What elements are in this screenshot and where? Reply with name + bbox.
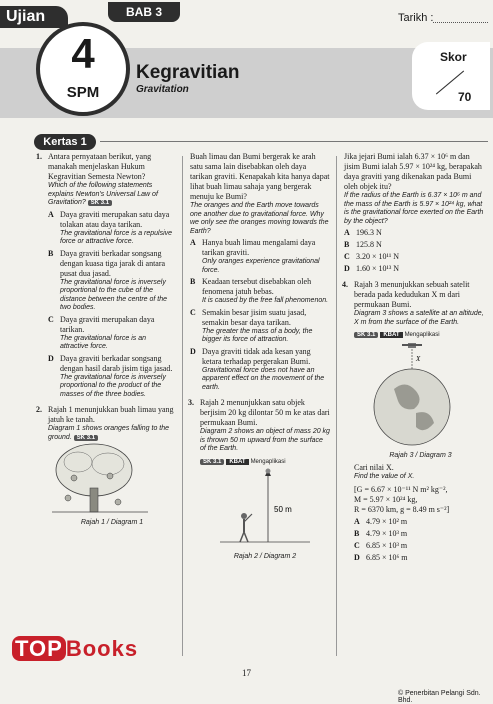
question-2 — [36, 405, 176, 526]
option-b[interactable]: B Daya graviti berkadar songsang dengan kuasa tiga jarak di antara pusat dua jasad. The gravitational force is inversely proportional to the cube of the distance between the centre of the two bodies. — [48, 248, 168, 311]
question-text-en: Which of the following statements explains Newton's Universal Law of Gravitation? SK 3.1 — [48, 182, 158, 206]
question-text: Rajah 2 menunjukkan satu objek berjisim 20 kg dilontar 50 m ke atas dari permukaan Bumi. — [200, 398, 330, 427]
publisher-credit: © Penerbitan Pelangi Sdn. Bhd. — [398, 690, 481, 704]
test-number: 4 — [71, 30, 95, 77]
option-a[interactable]: A Hanya buah limau mengalami daya tarikan graviti. Only oranges experience gravitational force. — [190, 238, 320, 274]
column-3 — [342, 152, 487, 569]
ujian-tab: Ujian — [0, 6, 68, 28]
kbat-tag: KBAT — [226, 459, 248, 465]
question-text: Rajah 3 menunjukkan sebuah satelit berada pada kedudukan X m dari permukaan Bumi. — [354, 280, 470, 309]
question-4 — [342, 280, 487, 563]
date-label: Tarikh : — [398, 12, 434, 24]
syllabus-tag: SK 3.1 — [200, 459, 224, 465]
page-title: Kegravitian — [136, 62, 240, 83]
option-d[interactable]: D Daya graviti tidak ada kesan yang ketara terhadap pergerakan Bumi. Gravitational force does not have an apparent effect on the movement of the earth. — [190, 346, 325, 391]
kbat-level: Mengaplikasi — [250, 458, 286, 465]
kbat-level: Mengaplikasi — [404, 332, 440, 338]
question-text: Antara pernyataan berikut, yang manakah menjelaskan Hukum Kegravitian Semesta Newton? — [48, 152, 152, 181]
orange-tree-illustration — [48, 442, 178, 516]
syllabus-tag: SK 3.1 — [354, 332, 378, 338]
question-number: 3. — [188, 398, 194, 407]
question-text: Buah limau dan Bumi bergerak ke arah satu sama lain disebabkan oleh daya tarikan graviti. Kenapakah kita hanya dapat lihat buah limau sahaja yang bergerak menuju ke Bumi? — [190, 152, 330, 201]
thrown-object-illustration — [200, 466, 330, 550]
spm-label: SPM — [66, 84, 100, 101]
find-text-en: Find the value of X. — [354, 473, 415, 480]
question-text-en: The oranges and the Earth move towards one another due to gravitational force. Why we only see the oranges moving towards the Earth? — [190, 202, 329, 235]
syllabus-tag: SK 3.1 — [74, 435, 98, 441]
option-a[interactable]: A 4.79 × 10² m — [354, 516, 408, 526]
option-c[interactable]: C 6.85 × 10³ m — [354, 540, 408, 550]
option-c[interactable]: C 3.20 × 10¹¹ N — [344, 252, 400, 261]
page-number: 17 — [242, 668, 251, 678]
option-b[interactable]: B 125.8 N — [344, 240, 382, 249]
column-divider — [182, 156, 183, 656]
question-number: 4. — [342, 280, 348, 289]
question-text-en: If the radius of the Earth is 6.37 × 10⁶ m and the mass of the Earth is 5.97 × 10²⁴ kg, what is the gravitational force exerted on the Earth by the object? — [344, 192, 484, 225]
kbat-tag: KBAT — [380, 332, 402, 338]
option-d[interactable]: D Daya graviti berkadar songsang dengan hasil darab jisim tiga jasad. The gravitational force is inversely proportional to the product of the masses of the three bodies. — [48, 353, 173, 398]
option-b[interactable]: B Keadaan tersebut disebabkan oleh fenomena jatuh bebas. It is caused by the free fall phenomenon. — [190, 277, 329, 304]
chapter-tab: BAB 3 — [108, 2, 180, 22]
section-label: Kertas 1 — [34, 134, 96, 150]
figure-caption: Rajah 3 / Diagram 3 — [389, 452, 452, 459]
question-number: 2. — [36, 405, 42, 414]
option-d[interactable]: D 1.60 × 10¹³ N — [344, 264, 400, 273]
option-a[interactable]: A 196.3 N — [344, 228, 382, 237]
watermark-logo: TOP Books — [12, 636, 138, 662]
question-number: 1. — [36, 152, 42, 161]
column-2 — [188, 152, 330, 566]
question-2-continued — [188, 152, 330, 392]
question-text-en: Diagram 3 shows a satellite at an altitude, X m from the surface of the Earth. — [354, 310, 484, 326]
page-subtitle: Gravitation — [136, 84, 189, 95]
altitude-label: X — [416, 355, 421, 363]
option-c[interactable]: C Semakin besar jisim suatu jasad, semakin besar daya tarikan. The greater the mass of a body, the bigger its force of attraction. — [190, 307, 313, 343]
find-text: Cari nilai X. — [354, 463, 394, 472]
figure-caption: Rajah 1 / Diagram 1 — [80, 519, 144, 526]
option-c[interactable]: C Daya graviti merupakan daya tarikan. The gravitational force is an attractive force. — [48, 314, 155, 350]
score-label: Skor — [440, 50, 467, 64]
earth-satellite-illustration — [354, 339, 486, 449]
score-total: 70 — [458, 90, 472, 104]
given-values: [G = 6.67 × 10⁻¹¹ N m² kg⁻², M = 5.97 × 10²⁴ kg, R = 6370 km, g = 8.49 m s⁻²] — [354, 484, 450, 514]
figure-caption: Rajah 2 / Diagram 2 — [233, 552, 297, 560]
section-rule — [100, 141, 488, 142]
question-text-en: Diagram 2 shows an object of mass 20 kg is thrown 50 m upward from the surface of the Earth. — [200, 428, 330, 452]
score-box — [412, 42, 490, 110]
option-d[interactable]: D 6.85 × 10⁶ m — [354, 552, 408, 562]
column-divider — [336, 156, 337, 656]
date-line — [433, 22, 488, 23]
question-text-en: Diagram 1 shows oranges falling to the ground. SK 3.1 — [48, 425, 170, 441]
question-3-continued — [342, 152, 487, 274]
question-text: Rajah 1 menunjukkan buah limau yang jatuh ke tanah. — [48, 405, 174, 424]
question-1 — [36, 152, 176, 399]
height-label: 50 m — [274, 504, 292, 514]
option-a[interactable]: A Daya graviti merupakan satu daya tolakan atau daya tarikan. The gravitational force is a repulsive force or attractive force. — [48, 209, 173, 245]
column-1 — [36, 152, 176, 532]
option-b[interactable]: B 4.79 × 10³ m — [354, 528, 408, 538]
syllabus-tag: SK 3.1 — [88, 200, 112, 206]
question-3 — [188, 398, 330, 560]
test-badge — [36, 22, 130, 116]
question-text: Jika jejari Bumi ialah 6.37 × 10⁶ m dan jisim Bumi ialah 5.97 × 10²⁴ kg, berapakah daya graviti yang dikenakan pada Bumi oleh objek itu? — [344, 152, 482, 191]
